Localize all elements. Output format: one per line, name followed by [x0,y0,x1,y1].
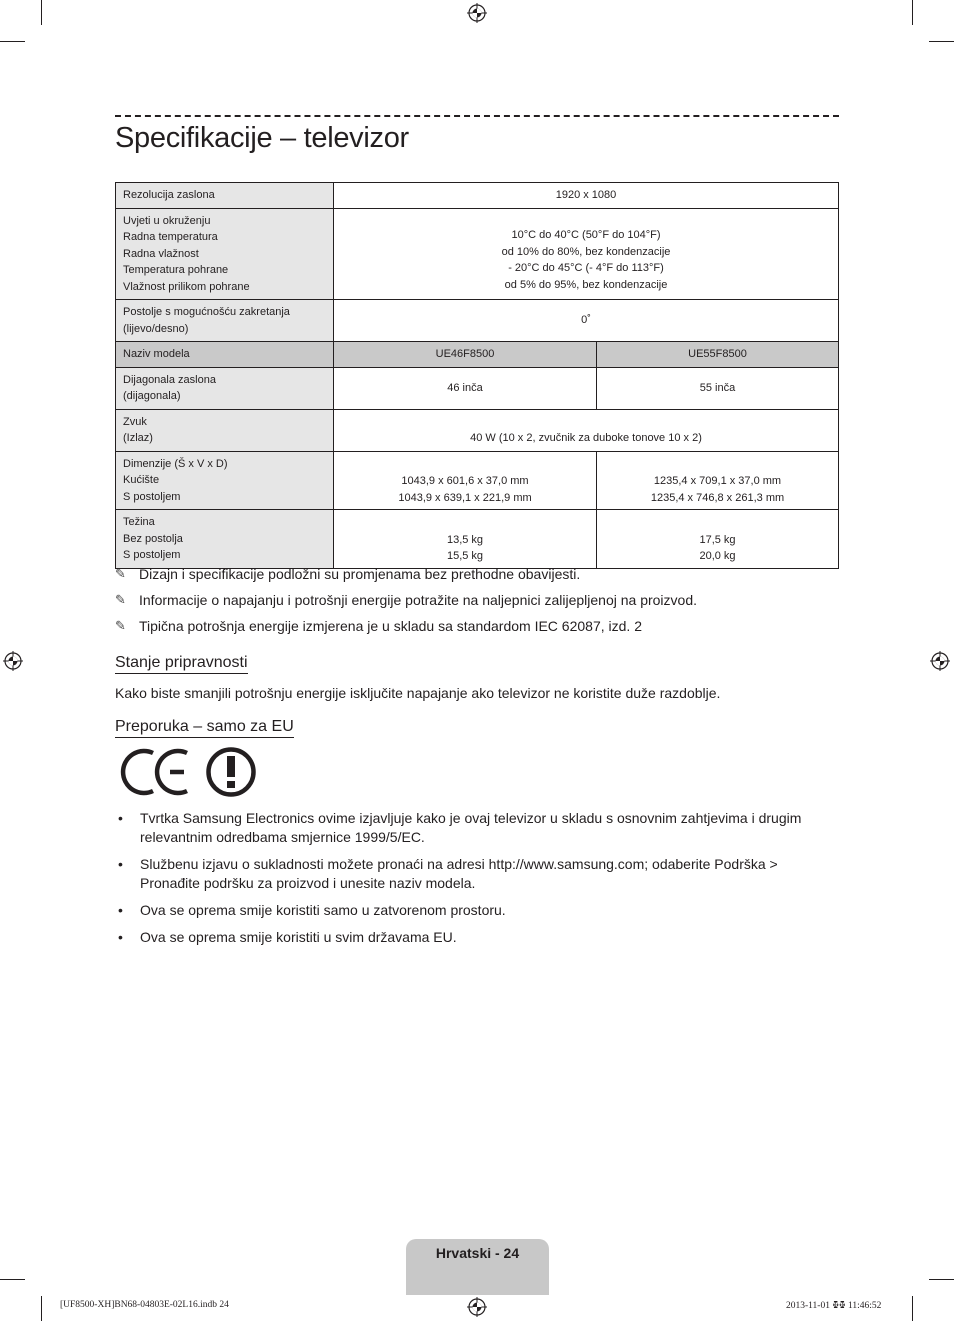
value-line: 1235,4 x 746,8 x 261,3 mm [650,491,785,504]
list-item [115,809,839,847]
value-line: od 10% do 80%, bez kondenzacije [501,245,671,258]
value-line: 1043,9 x 639,1 x 221,9 mm [398,491,532,504]
bullet-text: Službenu izjavu o sukladnosti možete pronaći na adresi http://www.samsung.com; odaberite Podrška > Pronađite podršku za proizvod i unesite naziv modela. [140,856,778,891]
value-line: 15,5 kg [446,550,484,562]
note-item [115,615,697,641]
standby-heading: Stanje pripravnosti [115,653,248,674]
bullet-text: Ova se oprema smije koristiti u svim državama EU. [140,929,457,945]
label-line: Postolje s mogućnošću zakretanja [123,306,290,318]
crop-mark [41,0,42,25]
list-item [115,928,839,947]
ce-alert-mark-icon [115,746,260,798]
spec-value [597,510,839,569]
spec-table [115,182,839,569]
table-row [116,300,839,342]
note-item [115,563,697,589]
bullet-text: Ova se oprema smije koristiti samo u zatvorenom prostoru. [140,902,506,918]
table-row [116,342,839,368]
bullet-icon: • [118,856,123,872]
eu-bullet-list [115,809,839,955]
crop-mark [41,1296,42,1321]
label-line: (lijevo/desno) [123,322,189,335]
crop-mark [0,41,25,42]
table-row [116,510,839,569]
bullet-icon: • [118,902,123,918]
label-line: S postoljem [123,549,181,561]
table-row [116,208,839,300]
label-line: Težina [123,516,155,528]
label-line: Dimenzije (Š x V x D) [123,457,228,470]
eu-heading: Preporuka – samo za EU [115,717,294,738]
spec-label [116,300,334,342]
note-text: Informacije o napajanju i potrošnji energije potražite na naljepnici zalijepljenoj na proizvod. [139,592,698,608]
spec-value [597,451,839,510]
spec-value: 55 inča [597,367,839,409]
label-line: Uvjeti u okruženju [123,214,211,227]
label-line: Radna temperatura [123,231,218,243]
registration-mark-icon [467,3,487,23]
value-line: 13,5 kg [446,533,484,546]
value-line: 10°C do 40°C (50°F do 104°F) [511,229,661,241]
table-row [116,409,839,451]
crop-mark [929,41,954,42]
spec-label [116,367,334,409]
page-number-label: Hrvatski - 24 [435,1245,520,1261]
pencil-note-icon: ✎ [115,566,126,581]
spec-label: Rezolucija zaslona [116,183,334,209]
spec-value: 40 W (10 x 2, zvučnik za duboke tonove 10 x 2) [334,409,839,451]
note-text: Tipična potrošnja energije izmjerena je u skladu sa standardom IEC 62087, izd. 2 [139,618,642,634]
file-slug: [UF8500-XH]BN68-04803E-02L16.indb 24 [60,1300,229,1310]
model-name: UE55F8500 [597,342,839,368]
spec-value: 46 inča [334,367,597,409]
crop-mark [929,1279,954,1280]
spec-label [116,510,334,569]
label-line: Temperatura pohrane [123,264,229,276]
label-line: (dijagonala) [123,390,181,402]
label-line: Dijagonala zaslona [123,373,216,386]
spec-value: 0˚ [334,300,839,342]
label-line: Bez postolja [123,532,183,545]
label-line: Radna vlažnost [123,247,199,260]
list-item [115,901,839,920]
table-row [116,367,839,409]
label-line: Zvuk [123,415,147,428]
value-line: 17,5 kg [699,533,736,546]
registration-mark-icon [467,1297,487,1317]
table-row [116,451,839,510]
bullet-icon: • [118,810,123,826]
title-dashed-rule [115,115,839,117]
model-name: UE46F8500 [334,342,597,368]
standby-text: Kako biste smanjili potrošnju energije isključite napajanje ako televizor ne koristite duže razdoblje. [115,685,721,701]
bullet-icon: • [118,929,123,945]
spec-label: Naziv modela [116,342,334,368]
label-line: Kućište [123,474,160,486]
note-text: Dizajn i specifikacije podložni su promjenama bez prethodne obavijesti. [139,566,581,582]
spec-value [334,510,597,569]
print-timestamp: 2013-11-01 ꔁꔁ 11:46:52 [786,1301,882,1311]
crop-mark [0,1279,25,1280]
spec-label [116,451,334,510]
spec-label [116,409,334,451]
table-row [116,183,839,209]
page-title: Specifikacije – televizor [115,122,409,154]
note-item [115,589,697,615]
pencil-note-icon: ✎ [115,618,126,633]
crop-mark [912,0,913,25]
registration-mark-icon [930,651,950,671]
value-line: 1043,9 x 601,6 x 37,0 mm [401,475,529,487]
registration-mark-icon [3,651,23,671]
label-line: Vlažnost prilikom pohrane [123,280,250,293]
label-line: (Izlaz) [123,432,153,444]
label-line: S postoljem [123,490,181,503]
crop-mark [912,1296,913,1321]
notes-list [115,563,697,641]
spec-label [116,208,334,300]
value-line: 1235,4 x 709,1 x 37,0 mm [653,475,782,487]
value-line: od 5% do 95%, bez kondenzacije [504,278,668,291]
bullet-text: Tvrtka Samsung Electronics ovime izjavljuje kako je ovaj televizor u skladu s osnovnim zahtjevima i drugim relevantnim odredbama smjernice 1999/5/EC. [140,810,802,845]
value-line: 20,0 kg [699,550,736,562]
list-item [115,855,839,893]
spec-value: 1920 x 1080 [334,183,839,209]
spec-value [334,451,597,510]
spec-value [334,208,839,300]
pencil-note-icon: ✎ [115,592,126,607]
value-line: - 20°C do 45°C (- 4°F do 113°F) [508,262,664,274]
